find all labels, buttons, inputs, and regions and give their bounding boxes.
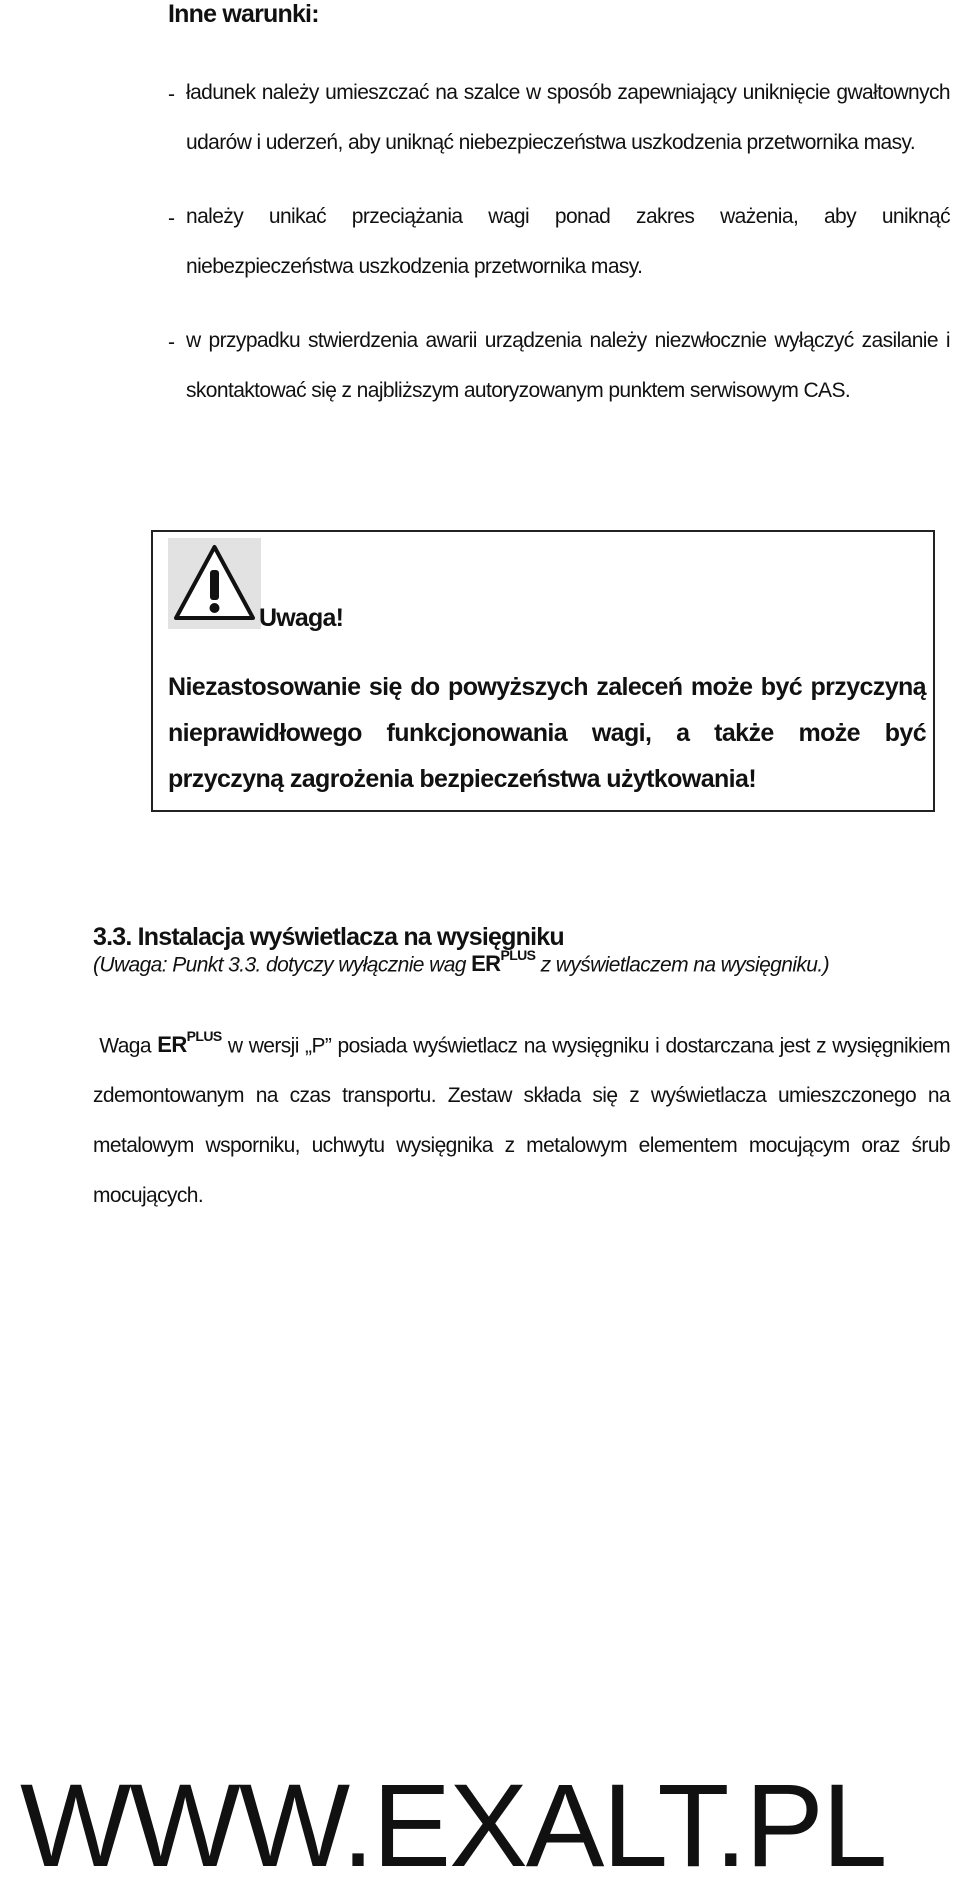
bullet-dash: - xyxy=(168,207,175,230)
warning-body: Niezastosowanie się do powyższych zaleceń może być przyczyną nieprawidłowego funkcjonowania wagi, a także może być przyczyną zagrożenia bezpieczeństwa użytkowania! xyxy=(168,673,926,793)
bullet-text: należy unikać przeciążania wagi ponad zakres ważenia, aby uniknąć niebezpieczeństwa uszkodzenia przetwornika masy. xyxy=(186,205,950,278)
list-item xyxy=(168,70,950,168)
other-conditions-heading: Inne warunki: xyxy=(168,0,319,28)
other-conditions-list xyxy=(168,70,950,442)
list-item xyxy=(168,318,950,416)
brand-superscript: PLUS xyxy=(500,947,536,963)
warning-box xyxy=(151,530,935,812)
bullet-dash: - xyxy=(168,331,175,354)
brand-name: $ER^{PLUS}$ xyxy=(157,1028,222,1058)
para-text-after: w wersji „P” posiada wyświetlacz na wysięgniku i dostarczana jest z wysięgnikiem zdemontowanym na czas transportu. Zestaw składa się z wyświetlacza umieszczonego na metalowym wsporniku, uchwytu wysięgnika z metalowym elementem mocującym oraz śrub mocujących. xyxy=(93,1034,950,1208)
section-note xyxy=(93,947,829,977)
warning-title: Uwaga! xyxy=(259,604,344,632)
bullet-text: ładunek należy umieszczać na szalce w sposób zapewniający uniknięcie gwałtownych udarów i uderzeń, aby uniknąć niebezpieczeństwa uszkodzenia przetwornika masy. xyxy=(186,81,950,154)
note-text-after: z wyświetlaczem na wysięgniku.) xyxy=(535,953,829,977)
footer-url: WWW.EXALT.PL xyxy=(20,1760,886,1892)
para-text-before: Waga xyxy=(99,1034,158,1058)
bullet-dash: - xyxy=(168,83,175,106)
note-text-before: (Uwaga: Punkt 3.3. dotyczy wyłącznie wag xyxy=(93,953,472,977)
brand-superscript: PLUS xyxy=(186,1028,222,1044)
section-heading: 3.3. Instalacja wyświetlacza na wysięgniku xyxy=(93,923,564,951)
brand-name: $ER^{PLUS}$ xyxy=(471,947,536,977)
bullet-text: w przypadku stwierdzenia awarii urządzenia należy niezwłocznie wyłączyć zasilanie i skontaktować się z najbliższym autoryzowanym punktem serwisowym CAS. xyxy=(186,329,950,402)
list-item xyxy=(168,194,950,292)
section-paragraph xyxy=(93,1014,950,1221)
warning-triangle-icon xyxy=(168,538,261,629)
